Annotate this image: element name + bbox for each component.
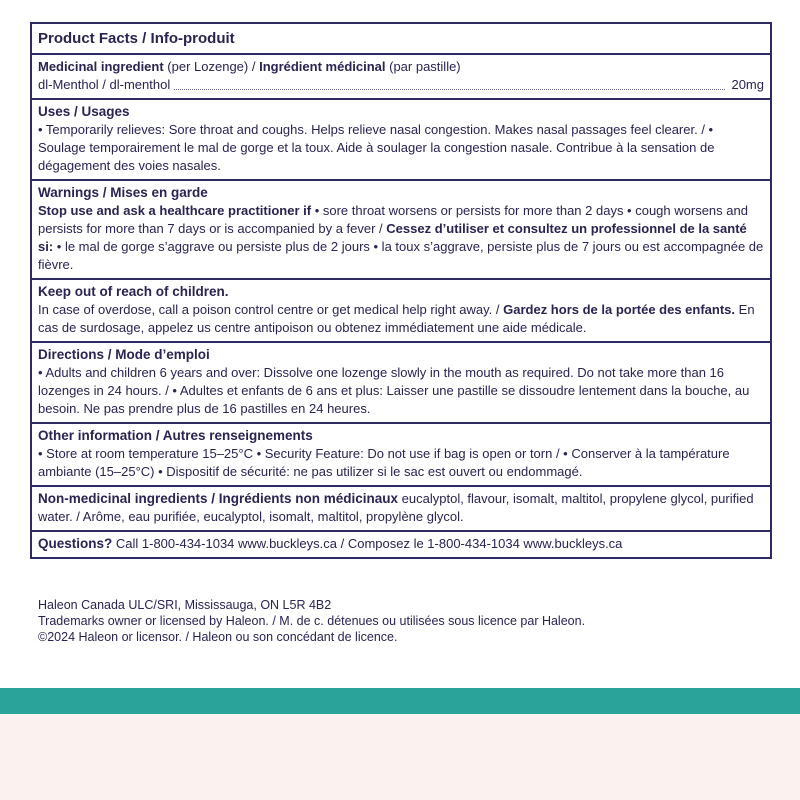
- other-info-text: • Store at room temperature 15–25°C • Security Feature: Do not use if bag is open or torn / • Conserver à la tampérature ambiante (15–25°C) • Dispositif de sécurité: ne pas utilizer si le sac est ouvert ou endommagé.: [38, 446, 730, 479]
- keep-out-section: [32, 278, 770, 341]
- non-medicinal-text: eucalyptol, flavour, isomalt, maltitol, propylene glycol, purified water. / Arôme, eau purifiée, eucalyptol, isomalt, maltitol, propylène glycol.: [38, 491, 754, 524]
- uses-section: [32, 98, 770, 179]
- ingredient-name: dl-Menthol / dl-menthol: [38, 77, 171, 92]
- questions-section: [32, 530, 770, 557]
- medicinal-qualifier-en: (per Lozenge) /: [163, 59, 260, 74]
- keep-out-body: [38, 301, 764, 337]
- uses-text: • Temporarily relieves: Sore throat and coughs. Helps relieve nasal congestion. Makes nasal passages feel clearer. / • Soulage temporairement le mal de gorge et la toux. Aide à soulager la congestion nasale. Contribue à la sensation de dégagement des voies nasales.: [38, 122, 715, 173]
- non-medicinal-heading: Non-medicinal ingredients / Ingrédients non médicinaux: [38, 491, 399, 506]
- directions-section: [32, 341, 770, 422]
- panel-title: Product Facts / Info-produit: [38, 30, 235, 47]
- footer-trademark: Trademarks owner or licensed by Haleon. / M. de c. détenues ou utilisées sous licence par Haleon.: [38, 614, 586, 628]
- uses-heading: Uses / Usages: [38, 104, 130, 119]
- dot-leader: [174, 89, 725, 90]
- product-facts-panel: [30, 22, 772, 559]
- questions-heading: Questions?: [38, 536, 113, 551]
- warnings-heading: Warnings / Mises en garde: [38, 185, 208, 200]
- warnings-text-fr: • le mal de gorge s’aggrave ou persiste plus de 2 jours • la toux s’aggrave, persiste plus de 7 jours ou est accompagnée de fièvre.: [38, 239, 764, 272]
- bottom-background: [0, 714, 800, 800]
- medicinal-ingredient-section: [32, 53, 770, 98]
- questions-text: Call 1-800-434-1034 www.buckleys.ca / Composez le 1-800-434-1034 www.buckleys.ca: [112, 536, 623, 551]
- ingredient-row: [38, 76, 764, 94]
- footer-copyright: ©2024 Haleon or licensor. / Haleon ou son concédant de licence.: [38, 630, 398, 644]
- medicinal-heading-line: [38, 58, 764, 76]
- keep-out-text-fr: En cas de surdosage, appelez us centre antipoison ou obtenez immédiatement une aide médicale.: [38, 302, 755, 335]
- keep-out-text-en: In case of overdose, call a poison control centre or get medical help right away. /: [38, 302, 504, 317]
- footer-address: Haleon Canada ULC/SRI, Mississauga, ON L5R 4B2: [38, 598, 332, 612]
- ingredient-amount: 20mg: [731, 77, 764, 92]
- directions-text: • Adults and children 6 years and over: Dissolve one lozenge slowly in the mouth as required. Do not take more than 16 lozenges in 24 hours. / • Adultes et enfants de 6 ans et plus: Laisser une pastille se dissoudre lentement dans la bouche, au besoin. Ne pas prendre plus de 16 pastilles en 24 heures.: [38, 365, 750, 416]
- warnings-text-en: • sore throat worsens or persists for more than 2 days • cough worsens and persists for more than 7 days or is accompanied by a fever /: [38, 203, 748, 236]
- medicinal-label-fr: Ingrédient médicinal: [259, 59, 386, 74]
- warnings-bold-fr: Cessez d’utiliser et consultez un professionnel de la santé si:: [38, 221, 747, 254]
- medicinal-qualifier-fr: (par pastille): [385, 59, 461, 74]
- medicinal-label-en: Medicinal ingredient: [38, 59, 164, 74]
- teal-band: [0, 688, 800, 714]
- manufacturer-footer: [38, 597, 585, 645]
- warnings-section: [32, 179, 770, 278]
- keep-out-heading: Keep out of reach of children.: [38, 284, 229, 299]
- keep-out-bold-fr: Gardez hors de la portée des enfants.: [503, 302, 736, 317]
- other-info-section: [32, 422, 770, 485]
- other-info-heading: Other information / Autres renseignements: [38, 428, 313, 443]
- warnings-bold-en: Stop use and ask a healthcare practitioner if: [38, 203, 312, 218]
- title-section: [32, 24, 770, 53]
- warnings-body: [38, 202, 764, 274]
- non-medicinal-section: [32, 485, 770, 530]
- directions-heading: Directions / Mode d’emploi: [38, 347, 210, 362]
